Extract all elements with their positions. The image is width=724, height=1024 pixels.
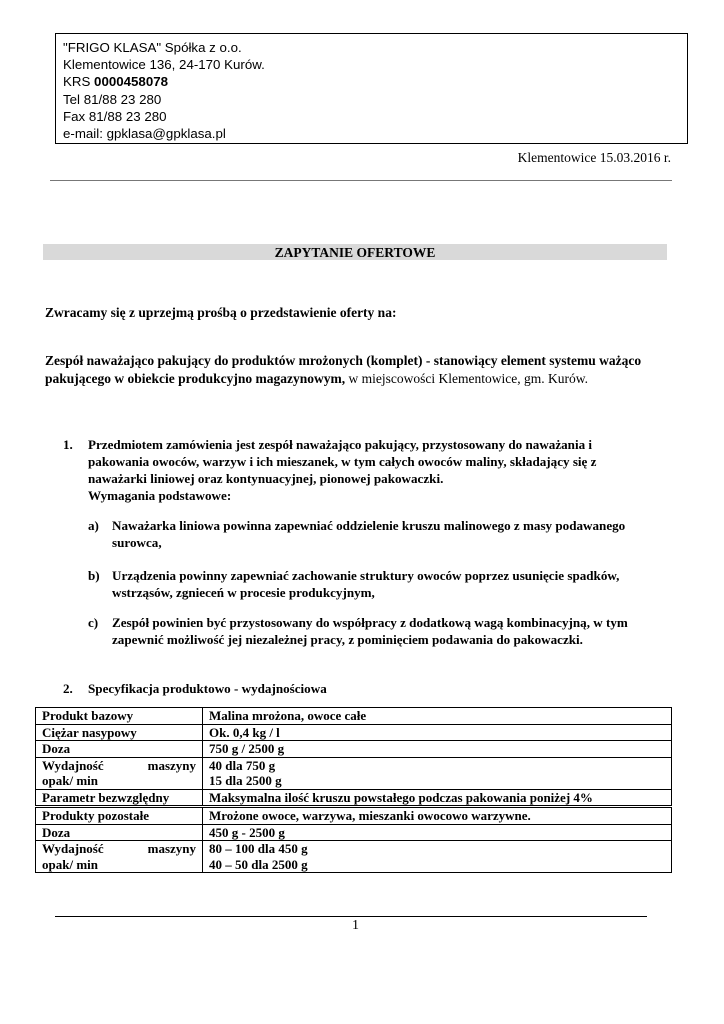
table-row <box>36 824 672 841</box>
requirement-line: Urządzenia powinny zapewniać zachowanie struktury owoców poprzez usunięcie spadków, <box>112 568 620 583</box>
table-cell-value: 40 dla 750 g 15 dla 2500 g <box>203 757 672 789</box>
item-2-text: Specyfikacja produktowo - wydajnościowa <box>88 681 327 696</box>
company-fax: Fax 81/88 23 280 <box>63 108 167 124</box>
table-cell-label: Doza <box>36 824 203 841</box>
table-row <box>36 841 672 873</box>
requirement-b-label: b) <box>88 568 100 583</box>
item-1-line: pakowania owoców, warzyw i ich mieszanek, w tym całych owoców maliny, składający się z <box>88 454 597 469</box>
subject-bold: Zespół naważająco pakujący do produktów mrożonych (komplet) - stanowiący element systemu ważąco pakującego w obiekcie produkcyjno magazynowym, <box>45 353 642 387</box>
company-email: e-mail: gpklasa@gpklasa.pl <box>63 126 226 142</box>
requirement-c-label: c) <box>88 615 99 630</box>
requirement-line: wstrząsów, zgnieceń w procesie produkcyjnym, <box>112 585 375 600</box>
table-cell-value: Maksymalna ilość kruszu powstałego podczas pakowania poniżej 4% <box>203 789 672 807</box>
table-cell-label: Doza <box>36 741 203 758</box>
requirement-line: surowca, <box>112 535 162 550</box>
table-cell-label: Produkty pozostałe <box>36 807 203 825</box>
table-cell-value: 450 g - 2500 g <box>203 824 672 841</box>
item-1-text <box>88 436 668 504</box>
company-name: "FRIGO KLASA" Spółka z o.o. <box>63 40 242 55</box>
requirement-c-text <box>112 614 668 648</box>
document-title: ZAPYTANIE OFERTOWE <box>43 244 667 260</box>
table-cell-label: Ciężar nasypowy <box>36 724 203 741</box>
item-1-line: naważarki liniowej oraz kontynuacyjnej, pionowej pakowaczki. <box>88 471 444 486</box>
footer-divider <box>55 916 647 917</box>
krs-number: 0000458078 <box>94 74 168 90</box>
subject-paragraph <box>45 352 670 388</box>
table-row <box>36 789 672 807</box>
requirement-b-text <box>112 567 668 601</box>
table-cell-value: 80 – 100 dla 450 g 40 – 50 dla 2500 g <box>203 841 672 873</box>
table-cell-label: Parametr bezwzględny <box>36 789 203 807</box>
table-cell-label: Wydajność maszyny opak/ min <box>36 841 203 873</box>
table-cell-value: Ok. 0,4 kg / l <box>203 724 672 741</box>
company-krs: KRS 0000458078 <box>63 74 168 90</box>
company-header-box <box>55 33 688 144</box>
page-number: 1 <box>352 918 359 933</box>
table-cell-label: Produkt bazowy <box>36 708 203 725</box>
table-row <box>36 741 672 758</box>
item-2-number: 2. <box>63 681 73 696</box>
intro-text: Zwracamy się z uprzejmą prośbą o przedstawienie oferty na: <box>45 305 397 320</box>
requirement-a-label: a) <box>88 518 99 533</box>
requirements-label: Wymagania podstawowe: <box>88 488 232 503</box>
requirement-a-text <box>112 517 668 551</box>
subject-normal: w miejscowości Klementowice, gm. Kurów. <box>345 371 588 387</box>
table-cell-label: Wydajność maszyny opak/ min <box>36 757 203 789</box>
requirement-line: Zespół powinien być przystosowany do współpracy z dodatkową wagą kombinacyjną, w tym <box>112 615 628 630</box>
specification-table <box>35 707 672 873</box>
requirement-line: Naważarka liniowa powinna zapewniać oddzielenie kruszu malinowego z masy podawanego <box>112 518 626 533</box>
company-tel: Tel 81/88 23 280 <box>63 91 162 107</box>
header-divider <box>50 180 672 181</box>
table-cell-value: 750 g / 2500 g <box>203 741 672 758</box>
item-1-line: Przedmiotem zamówienia jest zespół naważająco pakujący, przystosowany do naważania i <box>88 437 593 452</box>
requirement-line: zapewnić możliwość jej niezależnej pracy, z pominięciem podawania do pakowaczki. <box>112 632 583 647</box>
table-cell-value: Mrożone owoce, warzywa, mieszanki owocowo warzywne. <box>203 807 672 825</box>
company-address: Klementowice 136, 24-170 Kurów. <box>63 57 265 73</box>
table-row <box>36 807 672 825</box>
table-row <box>36 724 672 741</box>
table-row <box>36 757 672 789</box>
table-row <box>36 708 672 725</box>
item-1-number: 1. <box>63 437 73 452</box>
document-date: Klementowice 15.03.2016 r. <box>517 150 671 165</box>
table-cell-value: Malina mrożona, owoce całe <box>203 708 672 725</box>
